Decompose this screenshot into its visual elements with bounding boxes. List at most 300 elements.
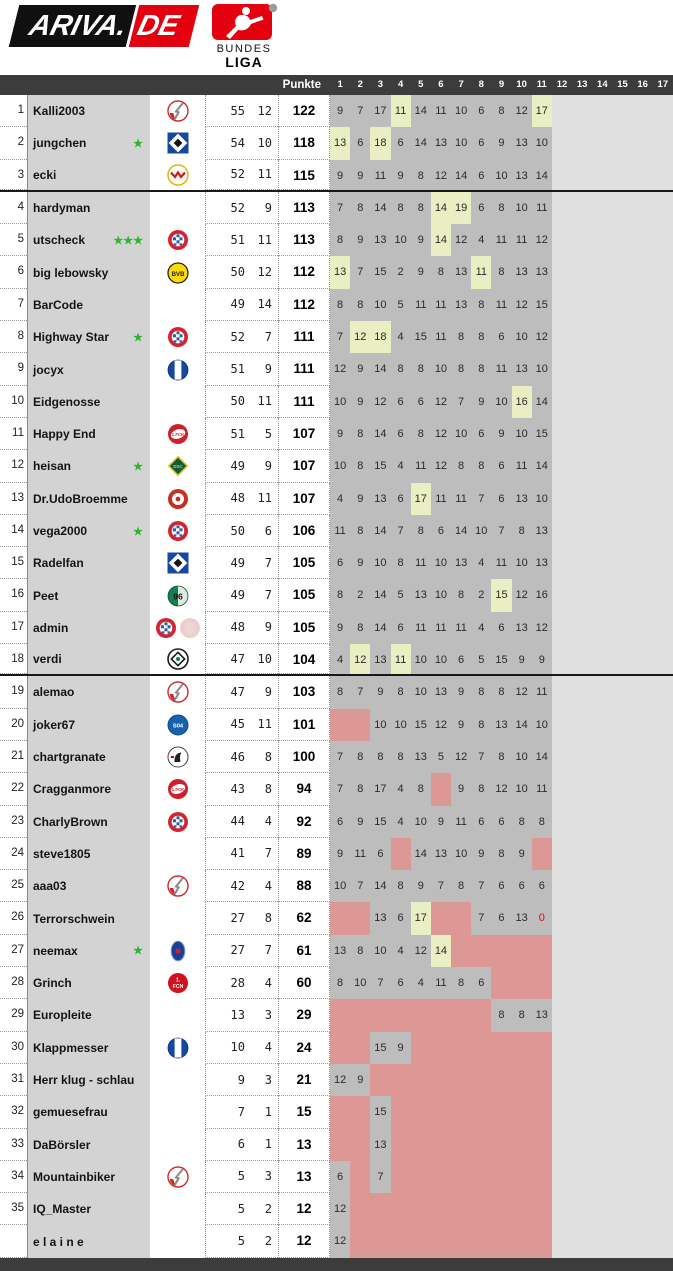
matchday-future-cell [592,515,612,547]
player-name-cell [27,224,150,256]
matchday-score-cell [451,935,471,967]
stats-cell [205,644,278,674]
points-total: 62 [278,902,330,934]
matchday-future-cell [612,160,632,190]
stat-2: 2 [264,1201,272,1216]
matchday-score-cell: 10 [471,515,491,547]
matchday-score-cell: 8 [512,806,532,838]
matchday-score-cell: 17 [532,95,552,127]
matchday-score-cell: 7 [391,515,411,547]
matchday-future-cell [572,418,592,450]
matchday-grid [330,450,673,482]
stat-2: 8 [264,749,272,764]
club-logo-cell [150,450,205,482]
matchday-score-cell: 9 [350,386,370,418]
player-name: IQ_Master [33,1202,92,1217]
matchday-score-cell: 12 [512,95,532,127]
matchday-future-cell [633,289,653,321]
bundesliga-logo[interactable] [202,1,286,69]
matchday-score-cell: 13 [411,579,431,611]
club-logo-cell [150,806,205,838]
matchday-score-cell: 17 [411,483,431,515]
club-logo-cell [150,902,205,934]
stat-2: 9 [264,684,272,699]
rank: 25 [0,870,27,902]
matchday-future-cell [592,773,612,805]
matchday-future-cell [552,321,572,353]
matchday-score-cell: 13 [451,289,471,321]
matchday-score-cell: 11 [451,806,471,838]
matchday-score-cell: 14 [411,95,431,127]
matchday-future-cell [572,192,592,224]
player-name-cell [27,741,150,773]
matchday-score-cell: 11 [532,676,552,708]
matchday-score-cell [431,1064,451,1096]
points-total: 107 [278,483,330,515]
matchday-column-header: 6 [438,79,444,90]
matchday-future-cell [572,1193,592,1225]
matchday-score-cell: 9 [350,160,370,190]
matchday-score-cell: 8 [350,612,370,644]
player-name-cell [27,386,150,418]
club-logo-bayern-icon [167,811,189,833]
matchday-score-cell: 10 [451,838,471,870]
matchday-score-cell [532,1129,552,1161]
stats-cell [205,773,278,805]
matchday-score-cell: 13 [532,999,552,1031]
stats-cell [205,999,278,1031]
matchday-score-cell: 17 [411,902,431,934]
matchday-score-cell: 4 [471,612,491,644]
club-logo-cell [150,612,205,644]
rank: 4 [0,192,27,224]
svg-text:S04: S04 [172,723,183,730]
matchday-score-cell: 11 [431,483,451,515]
matchday-future-cell [612,838,632,870]
matchday-score-cell: 10 [330,386,350,418]
matchday-score-cell: 7 [350,870,370,902]
matchday-score-cell: 10 [431,547,451,579]
matchday-score-cell [391,999,411,1031]
matchday-score-cell: 6 [391,386,411,418]
matchday-score-cell: 11 [532,192,552,224]
stat-2: 11 [257,394,272,409]
club-logo-hannover-icon [167,585,189,607]
matchday-score-cell [411,1032,431,1064]
club-logo-cell [150,870,205,902]
stat-2: 8 [264,781,272,796]
matchday-score-cell [491,1129,511,1161]
matchday-future-cell [552,579,572,611]
stat-1: 49 [230,297,245,312]
stat-1: 48 [230,620,245,635]
matchday-score-cell: 13 [512,127,532,159]
matchday-score-cell: 6 [330,547,350,579]
stat-1: 42 [230,878,245,893]
stat-1: 7 [237,1104,245,1119]
matchday-score-cell [431,1161,451,1193]
rank: 30 [0,1032,27,1064]
points-total: 24 [278,1032,330,1064]
matchday-future-cell [592,224,612,256]
stats-cell [205,321,278,353]
leaderboard-rows [0,95,673,1258]
matchday-score-cell: 10 [512,192,532,224]
player-name: Europleite [33,1008,92,1023]
matchday-score-cell: 10 [532,709,552,741]
stat-2: 10 [257,135,272,150]
stat-1: 45 [230,717,245,732]
matchday-score-cell: 2 [350,579,370,611]
matchday-future-cell [653,192,673,224]
matchday-score-cell: 6 [431,515,451,547]
club-logo-cell [150,418,205,450]
stats-cell [205,870,278,902]
matchday-future-cell [572,676,592,708]
matchday-column-header: 15 [617,79,628,90]
matchday-score-cell: 9 [350,353,370,385]
club-logo-cell [150,1161,205,1193]
stats-cell [205,547,278,579]
matchday-future-cell [552,612,572,644]
matchday-score-cell: 14 [431,224,451,256]
matchday-score-cell: 6 [471,160,491,190]
stat-1: 55 [230,103,245,118]
club-logo-cell [150,676,205,708]
matchday-future-cell [552,224,572,256]
points-total: 94 [278,773,330,805]
club-logo-koeln-icon [167,100,189,122]
matchday-score-cell [350,1096,370,1128]
matchday-score-cell: 8 [451,967,471,999]
star-rating-icon: ★ [133,331,143,344]
matchday-future-cell [633,870,653,902]
matchday-score-cell: 6 [391,967,411,999]
stat-2: 14 [257,297,272,312]
ariva-logo-black-part: ARIVA. [9,5,137,47]
matchday-score-cell [431,1032,451,1064]
matchday-future-cell [612,709,632,741]
matchday-score-cell: 13 [512,160,532,190]
matchday-future-cell [572,483,592,515]
matchday-score-cell [491,1032,511,1064]
matchday-future-cell [633,127,653,159]
matchday-score-cell [431,999,451,1031]
matchday-score-cell: 8 [451,321,471,353]
matchday-future-cell [592,1096,612,1128]
matchday-score-cell: 11 [451,612,471,644]
rank: 7 [0,289,27,321]
stats-cell [205,1032,278,1064]
matchday-score-cell: 7 [330,321,350,353]
table-row [0,579,673,611]
matchday-future-cell [592,450,612,482]
matchday-score-cell: 13 [330,256,350,288]
stats-cell [205,741,278,773]
matchday-score-cell [391,1129,411,1161]
matchday-score-cell: 12 [330,1225,350,1257]
stats-cell [205,1129,278,1161]
matchday-score-cell: 14 [451,515,471,547]
matchday-score-cell: 8 [491,838,511,870]
matchday-score-cell [532,1161,552,1193]
matchday-score-cell: 11 [431,321,451,353]
matchday-score-cell: 12 [330,1064,350,1096]
matchday-future-cell [612,256,632,288]
matchday-score-cell [532,1032,552,1064]
points-total: 113 [278,192,330,224]
matchday-score-cell: 8 [471,450,491,482]
points-total: 107 [278,418,330,450]
stat-1: 51 [230,426,245,441]
matchday-future-cell [592,547,612,579]
stat-1: 51 [230,232,245,247]
matchday-grid [330,644,673,674]
matchday-future-cell [653,1193,673,1225]
matchday-score-cell: 14 [370,418,390,450]
matchday-grid [330,902,673,934]
player-name-cell [27,547,150,579]
matchday-score-cell: 16 [512,386,532,418]
matchday-score-cell [350,1129,370,1161]
matchday-future-cell [572,1032,592,1064]
matchday-future-cell [572,806,592,838]
matchday-future-cell [612,579,632,611]
matchday-score-cell: 14 [431,192,451,224]
stats-cell [205,353,278,385]
club-logo-cell [150,1225,205,1257]
rank: 26 [0,902,27,934]
matchday-score-cell [451,1161,471,1193]
matchday-grid [330,870,673,902]
matchday-score-cell [471,999,491,1031]
rank: 24 [0,838,27,870]
player-name: Terrorschwein [33,911,115,926]
matchday-score-cell: 6 [471,192,491,224]
matchday-score-cell [350,1032,370,1064]
matchday-future-cell [572,224,592,256]
player-name: Mountainbiker [33,1169,116,1184]
matchday-future-cell [592,160,612,190]
matchday-score-cell [512,935,532,967]
matchday-score-cell: 13 [532,256,552,288]
stats-cell [205,386,278,418]
matchday-column-header: 5 [418,79,424,90]
matchday-score-cell: 8 [451,450,471,482]
rank: 31 [0,1064,27,1096]
matchday-score-cell [471,1193,491,1225]
matchday-score-cell: 10 [532,483,552,515]
matchday-score-cell: 9 [491,418,511,450]
matchday-score-cell [451,1225,471,1257]
table-row [0,612,673,644]
matchday-score-cell: 17 [370,773,390,805]
matchday-future-cell [552,644,572,674]
matchday-score-cell: 13 [431,676,451,708]
stat-2: 7 [264,846,272,861]
rank: 19 [0,676,27,708]
table-row [0,256,673,288]
matchday-score-cell: 11 [451,483,471,515]
matchday-future-cell [552,386,572,418]
matchday-score-cell: 9 [411,870,431,902]
player-name-cell [27,450,150,482]
matchday-future-cell [592,192,612,224]
matchday-future-cell [653,1032,673,1064]
matchday-score-cell: 8 [451,579,471,611]
stats-cell [205,612,278,644]
matchday-score-cell: 8 [491,192,511,224]
matchday-score-cell: 4 [471,547,491,579]
stat-2: 2 [264,1234,272,1249]
matchday-future-cell [653,1129,673,1161]
matchday-score-cell: 13 [370,483,390,515]
matchday-score-cell [411,999,431,1031]
stat-2: 9 [264,362,272,377]
points-total: 13 [278,1161,330,1193]
matchday-score-cell: 13 [330,127,350,159]
table-row [0,515,673,547]
matchday-score-cell: 8 [350,773,370,805]
matchday-future-cell [592,870,612,902]
matchday-score-cell: 11 [350,838,370,870]
matchday-score-cell: 8 [411,160,431,190]
stat-2: 9 [264,620,272,635]
stat-1: 47 [230,684,245,699]
matchday-grid [330,806,673,838]
matchday-score-cell: 4 [391,935,411,967]
stat-1: 49 [230,458,245,473]
matchday-score-cell: 13 [431,127,451,159]
player-name: DaBörsler [33,1137,91,1152]
player-name-cell [27,321,150,353]
matchday-score-cell: 14 [451,160,471,190]
matchday-score-cell [391,1193,411,1225]
points-column-header: Punkte [282,79,321,91]
stat-2: 9 [264,458,272,473]
matchday-score-cell: 7 [471,902,491,934]
matchday-score-cell [431,1129,451,1161]
matchday-score-cell: 4 [391,321,411,353]
matchday-column-header: 13 [576,79,588,90]
matchday-score-cell: 12 [330,353,350,385]
rank: 15 [0,547,27,579]
club-logo-cell [150,353,205,385]
matchday-future-cell [572,773,592,805]
matchday-score-cell: 12 [512,579,532,611]
table-row [0,224,673,256]
matchday-future-cell [572,1064,592,1096]
matchday-future-cell [633,1096,653,1128]
matchday-future-cell [572,127,592,159]
matchday-score-cell: 9 [330,95,350,127]
matchday-score-cell [370,1193,390,1225]
matchday-score-cell [431,1193,451,1225]
matchday-score-cell [471,1032,491,1064]
points-total: 29 [278,999,330,1031]
stat-1: 44 [230,814,245,829]
club-logo-cell [150,741,205,773]
matchday-future-cell [653,870,673,902]
player-name: big lebowsky [33,265,109,280]
matchday-score-cell: 4 [471,224,491,256]
player-name: ecki [33,167,57,182]
svg-text:FCN: FCN [172,984,183,991]
stats-cell [205,1064,278,1096]
star-rating-icon: ★ [133,137,143,150]
bundesliga-badge-icon [209,1,279,43]
matchday-score-cell: 8 [391,870,411,902]
matchday-score-cell: 13 [411,741,431,773]
matchday-future-cell [572,321,592,353]
matchday-future-cell [653,773,673,805]
matchday-future-cell [552,95,572,127]
ariva-logo[interactable] [9,5,200,47]
matchday-grid [330,224,673,256]
matchday-future-cell [592,1161,612,1193]
matchday-future-cell [633,1129,653,1161]
matchday-score-cell: 9 [330,160,350,190]
matchday-score-cell: 10 [370,289,390,321]
matchday-future-cell [552,1064,572,1096]
table-header-row [0,75,673,95]
matchday-score-cell: 8 [471,289,491,321]
points-total: 12 [278,1225,330,1257]
points-total: 111 [278,321,330,353]
stat-2: 3 [264,1169,272,1184]
matchday-column-header: 14 [597,79,608,90]
matchday-future-cell [633,1193,653,1225]
points-total: 105 [278,579,330,611]
matchday-score-cell: 8 [330,967,350,999]
matchday-score-cell [411,1096,431,1128]
matchday-future-cell [552,902,572,934]
stats-cell [205,450,278,482]
player-name: Dr.UdoBroemme [33,491,128,506]
matchday-score-cell: 12 [532,224,552,256]
matchday-score-cell: 9 [350,547,370,579]
matchday-column-header: 11 [536,79,547,90]
star-rating-icon: ★ [133,460,143,473]
matchday-future-cell [612,1225,632,1257]
club-logo-cell [150,935,205,967]
matchday-grid [330,1064,673,1096]
matchday-score-cell [532,838,552,870]
matchday-future-cell [552,483,572,515]
player-name: alemao [33,685,75,700]
table-row [0,935,673,967]
matchday-score-cell [431,902,451,934]
player-name-cell [27,967,150,999]
matchday-score-cell [512,1193,532,1225]
matchday-future-cell [552,160,572,190]
player-name-cell [27,515,150,547]
matchday-score-cell: 10 [451,418,471,450]
player-name: joker67 [33,717,76,732]
matchday-future-cell [612,870,632,902]
stats-cell [205,935,278,967]
matchday-future-cell [612,644,632,674]
matchday-score-cell: 6 [491,612,511,644]
matchday-future-cell [612,127,632,159]
matchday-future-cell [633,806,653,838]
stats-cell [205,224,278,256]
matchday-future-cell [552,935,572,967]
matchday-grid [330,676,673,708]
matchday-future-cell [633,450,653,482]
matchday-future-cell [633,1225,653,1257]
matchday-score-cell: 8 [350,418,370,450]
